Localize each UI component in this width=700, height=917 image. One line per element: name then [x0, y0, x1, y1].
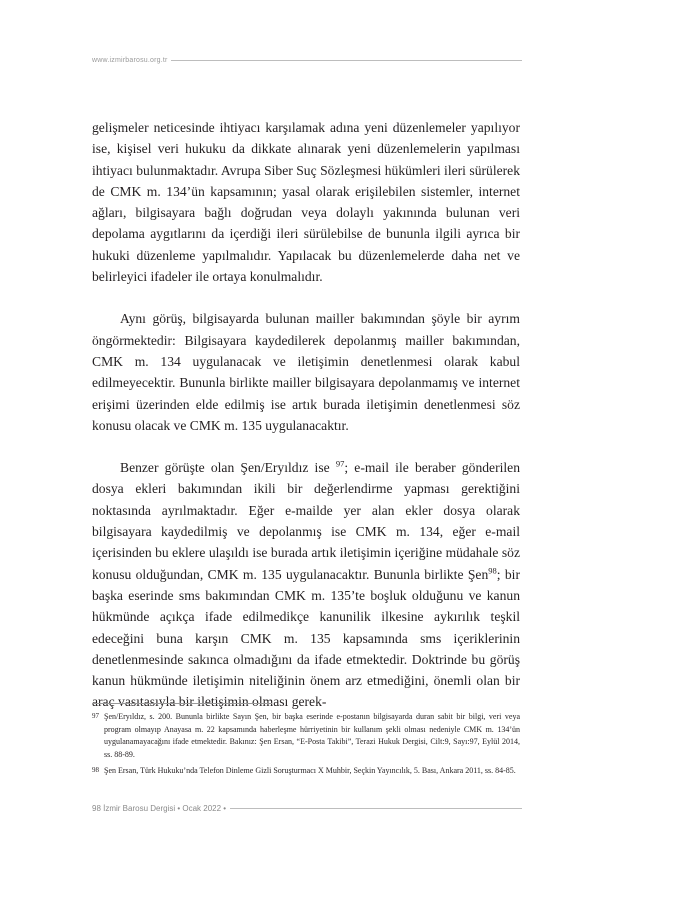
footnotes — [92, 711, 520, 782]
footnote-number: 97 — [92, 712, 99, 720]
paragraph-3 — [92, 457, 520, 713]
paragraph-2: Aynı görüş, bilgisayarda bulunan mailler bakımından şöyle bir ayrım öngörmektedir: Bilgisayara kaydedilerek depolanmış mailler bakımından, CMK m. 134 uygulanacak ve iletişimin denetlenmesi olarak kabul edilmeyecektir. Bununla birlikte mailler bilgisayara depolanmamış ve internet erişimi üzerinden elde edilmiş ise artık burada iletişimin denetlenmesi söz konusu olacak ve CMK m. 135 uygulanacaktır. — [92, 311, 520, 433]
paragraph-3-part-c: ; bir başka eserinde sms bakımından CMK m. 135’te boşluk olduğunu ve kanun hükmünde açıkça ifade edilmedikçe kanunilik ilkesine aykırılık teşkil edeceğini buna karşın CMK m. 135 kapsamında sms içeriklerinin denetlenmesinde sakınca olmadığını da ifade etmektedir. Doktrinde bu görüş kanun hükmünde iletişimin niteliğinin önem arz etmediğini, önemli olan bir araç vasıtasıyla bir iletişimin olması gerek- — [92, 566, 520, 710]
footer-page-info: 98 İzmir Barosu Dergisi • Ocak 2022 • — [92, 803, 227, 813]
header-rule — [171, 60, 522, 61]
footnote-number: 98 — [92, 766, 99, 775]
paragraph-3-part-b: ; e-mail ile beraber gönderilen dosya ekleri bakımından ikili bir değerlendirme yapması gerektiğini noktasında ayrılmaktadır. Eğer e-mailde yer alan ekler dosya olarak bilgisayara kaydedilmiş ve depolanmış ise CMK m. 134, eğer e-mail içerisinden bu eklere ulaşıldı ise burada artık iletişimin içeriğine müdahale söz konusu olduğundan, CMK m. 135 uygulanacaktır. Bununla birlikte Şen — [92, 460, 520, 582]
footnote-text: Şen/Eryıldız, s. 200. Bununla birlikte Sayın Şen, bir başka eserinde e-postanın bilgisayarda duran sabit bir bilgi, veri veya program olmayıp Anayasa m. 22 kapsamında haberleşme hürriyetinin bir kullanım şekli olması nedeniyle CMK m. 134’ün uygulanamayacağını ifade etmektedir. Bakınız: Şen Ersan, “E-Posta Takibi”, Terazi Hukuk Dergisi, Cilt:9, Sayı:97, Eylül 2014, ss. 88-89. — [104, 712, 520, 759]
footnote-97 — [92, 711, 520, 761]
footnote-divider — [92, 703, 272, 704]
paragraph-1: gelişmeler neticesinde ihtiyacı karşılamak adına yeni düzenlemeler yapılıyor ise, kişisel veri hukuku da dikkate alınarak yeni düzenlemelerin yapılması ihtiyacı bulunmaktadır. Avrupa Siber Suç Sözleşmesi hükümleri ileri sürülerek de CMK m. 134’ün kapsamının; yasal olarak erişilebilen sistemler, internet ağları, bilgisayara bağlı doğrudan veya dolaylı yakınında bulunan veri depolama aygıtlarını da içerdiği ileri sürülebilse de bununla ilgili ayrıca bir hukuki düzenleme yapılmalıdır. Yapılacak bu düzenlemelerde daha net ve belirleyici ifadeler ile ortaya konulmalıdır. — [92, 120, 520, 285]
footnote-98 — [92, 765, 520, 778]
footnote-text: Şen Ersan, Türk Hukuku’nda Telefon Dinleme Gizli Soruşturmacı X Muhbir, Seçkin Yayıncılık, 5. Bası, Ankara 2011, ss. 84-85. — [104, 766, 516, 776]
page-footer — [92, 802, 522, 814]
page-header — [92, 54, 522, 66]
header-url: www.izmirbarosu.org.tr — [92, 56, 168, 64]
footnote-ref-97[interactable]: 97 — [335, 458, 345, 469]
paragraph-3-part-a: Benzer görüşte olan Şen/Eryıldız ise — [120, 460, 336, 476]
footer-rule — [230, 808, 522, 809]
footnote-ref-98[interactable]: 98 — [488, 565, 497, 576]
body-text — [92, 117, 520, 713]
